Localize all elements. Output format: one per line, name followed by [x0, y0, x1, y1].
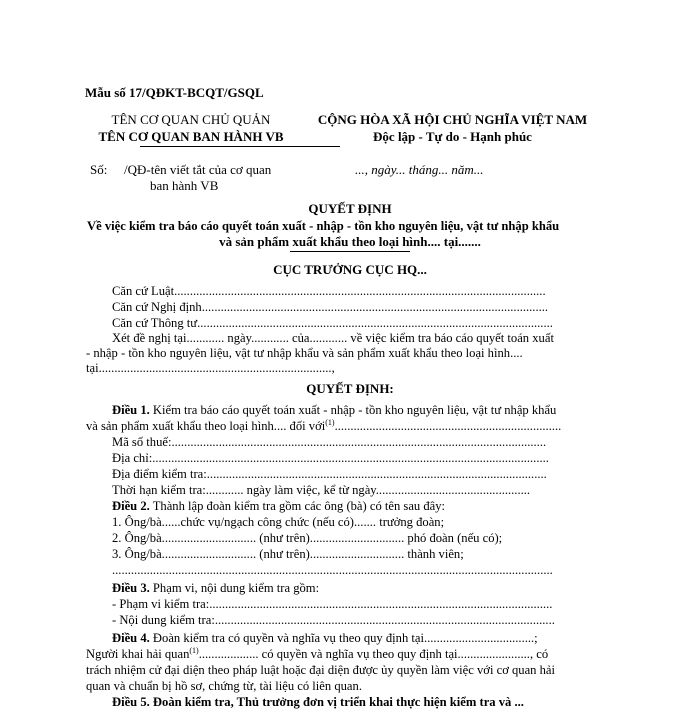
article-4-text: Đoàn kiểm tra có quyền và nghĩa vụ theo quy định tại...................................; [149, 631, 538, 645]
article-3 [112, 580, 319, 596]
subject-underline [290, 251, 410, 252]
member-3: 3. Ông/bà.............................. (như trên).............................. thành viên; [112, 547, 464, 561]
national-motto: Độc lập - Tự do - Hạnh phúc [373, 129, 532, 144]
basis-decree: Căn cứ Nghị định.............................................................................................................. [112, 300, 549, 314]
form-number: Mẫu số 17/QĐKT-BCQT/GSQL [85, 85, 264, 100]
agency-underline [140, 146, 340, 147]
article-4-label: Điều 4. [112, 631, 150, 645]
tax-code-field: Mã số thuế:....................................................................................................................... [112, 435, 547, 449]
scope-field: - Phạm vi kiểm tra:............................................................................................................. [112, 597, 553, 611]
content-field: - Nội dung kiểm tra:............................................................................................................ [112, 613, 555, 627]
issue-date: ..., ngày... tháng... năm... [355, 162, 484, 177]
inspection-location-field: Địa điểm kiểm tra:............................................................................................................ [112, 467, 547, 481]
number-value: /QĐ-tên viết tắt của cơ quan [124, 162, 272, 177]
article-2 [112, 498, 445, 514]
article-3-label: Điều 3. [112, 581, 150, 595]
issuing-agency: TÊN CƠ QUAN BAN HÀNH VB [98, 129, 284, 144]
decision-subject: Về việc kiểm tra báo cáo quyết toán xuất - nhập - tồn kho nguyên liệu, vật tư nhập khẩu [87, 219, 560, 233]
article-3-text: Phạm vi, nội dung kiểm tra gồm: [149, 581, 320, 595]
article-1-text: Kiểm tra báo cáo quyết toán xuất - nhập - tồn kho nguyên liệu, vật tư nhập khẩu [149, 403, 557, 417]
article-4 [112, 630, 538, 646]
article-1-cont [86, 418, 561, 434]
basis-circular: Căn cứ Thông tư................................................................................................................. [112, 316, 553, 330]
basis-law: Căn cứ Luật...................................................................................................................... [112, 284, 546, 298]
article-2-label: Điều 2. [112, 499, 150, 513]
decision-title: QUYẾT ĐỊNH [308, 201, 392, 216]
article-4-line3: trách nhiệm cử đại diện theo pháp luật hoặc đại diện được ủy quyền làm việc với cơ quan hải [86, 663, 556, 677]
article-1-line2: và sản phẩm xuất khẩu theo loại hình.... đối với [86, 419, 326, 433]
article-4-line4: quan và chuẩn bị hồ sơ, chứng từ, tài liệu có liên quan. [86, 679, 362, 693]
basis-proposal-cont-2: tại.........................................................................., [86, 361, 335, 375]
footnote-1-ref: (1) [189, 645, 199, 655]
address-field: Địa chỉ:.............................................................................................................................. [112, 451, 549, 465]
member-1: 1. Ông/bà......chức vụ/ngạch công chức (nếu có)....... trưởng đoàn; [112, 515, 445, 529]
article-1-label: Điều 1. [112, 403, 150, 417]
footnote-1: (1) [325, 417, 335, 427]
basis-proposal-cont: - nhập - tồn kho nguyên liệu, vật tư nhập khẩu và sản phẩm xuất khẩu theo loại hình.... [86, 346, 523, 360]
article-4-cont [86, 646, 548, 662]
basis-proposal: Xét đề nghị tại............ ngày............ của............ về việc kiểm tra báo cáo quyết toán xuất [112, 331, 554, 345]
national-title: CỘNG HÒA XÃ HỘI CHỦ NGHĨA VIỆT NAM [317, 112, 588, 127]
decision-subject-cont: và sản phẩm xuất khẩu theo loại hình.... tại....... [219, 234, 481, 249]
members-dots: ............................................................................................................................................ [112, 563, 553, 577]
article-5-partial: Điều 5. Đoàn kiểm tra, Thủ trưởng đơn vị triển khai thực hiện kiểm tra và ... [112, 695, 524, 709]
member-2: 2. Ông/bà.............................. (như trên).............................. phó đoàn (nếu có); [112, 531, 503, 545]
authority-title: CỤC TRƯỞNG CỤC HQ... [273, 262, 427, 277]
article-1 [112, 402, 556, 418]
article-2-text: Thành lập đoàn kiểm tra gồm các ông (bà) có tên sau đây: [149, 499, 446, 513]
article-4-line2a: Người khai hải quan [86, 647, 190, 661]
decides-title: QUYẾT ĐỊNH: [306, 381, 394, 396]
article-1-line2-tail: ........................................................................ [334, 419, 562, 433]
inspection-duration-field: Thời hạn kiểm tra:............ ngày làm việc, kể từ ngày................................................. [112, 483, 531, 497]
number-label: Số: [90, 162, 108, 177]
agency-owner: TÊN CƠ QUAN CHỦ QUẢN [111, 112, 271, 127]
article-4-line2b: ................... có quyền và nghĩa vụ theo quy định tại......................., có [198, 647, 549, 661]
number-value-cont: ban hành VB [150, 178, 219, 193]
